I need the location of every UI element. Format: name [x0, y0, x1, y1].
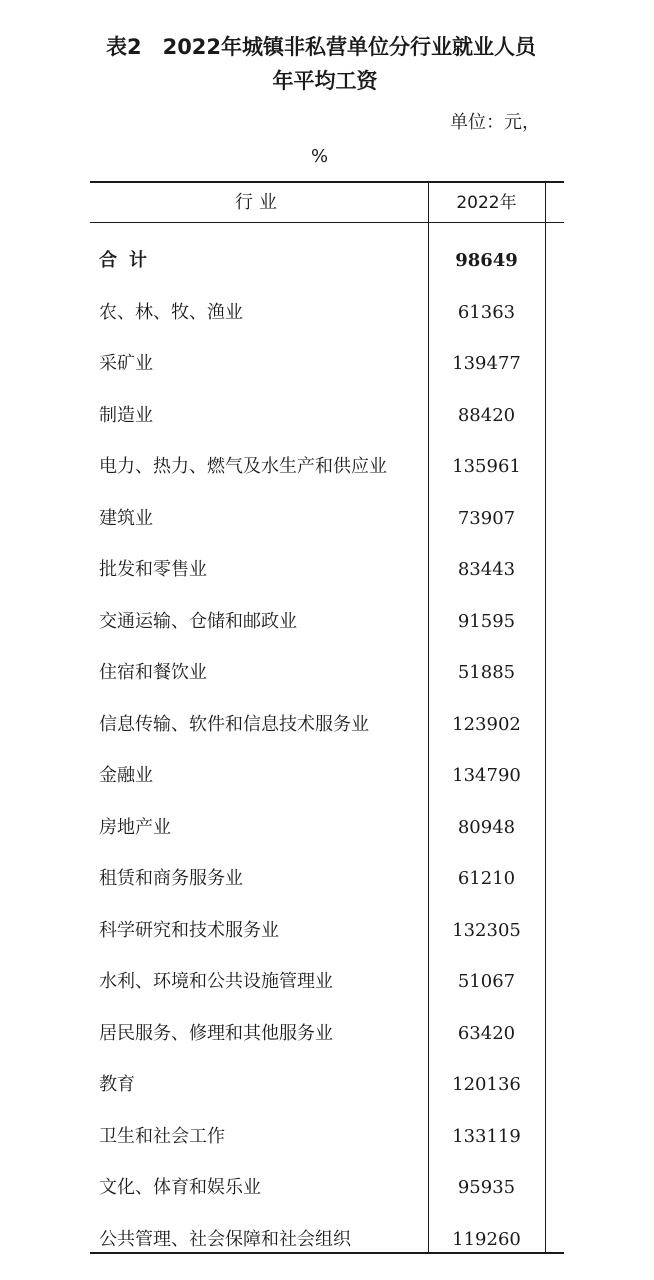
unit-label: 单位：元， [450, 112, 540, 133]
table-row [90, 853, 564, 905]
table-row [90, 544, 564, 596]
header-year: 2022年 [456, 193, 517, 213]
industry-name: 水利、环境和公共设施管理业 [99, 971, 333, 992]
table-header [90, 183, 564, 223]
industry-name: 制造业 [99, 404, 153, 426]
industry-name: 信息传输、软件和信息技术服务业 [99, 713, 369, 735]
wage-value: 61363 [457, 301, 516, 323]
industry-name: 科学研究和技术服务业 [99, 919, 279, 941]
industry-name: 居民服务、修理和其他服务业 [99, 1022, 333, 1044]
wage-value: 73907 [457, 507, 516, 529]
industry-name: 教育 [99, 1074, 135, 1095]
table-body [90, 235, 564, 1265]
industry-name: 合计 [99, 250, 159, 271]
table-row [90, 956, 564, 1008]
wage-value: 123902 [452, 713, 521, 735]
wage-value: 80948 [457, 816, 516, 838]
table-row [90, 1059, 564, 1111]
wage-value: 133119 [452, 1125, 521, 1147]
wage-value: 61210 [457, 868, 516, 889]
wage-value: 51067 [457, 971, 516, 992]
wage-value: 98649 [455, 250, 518, 271]
industry-name: 农、林、牧、渔业 [99, 301, 243, 323]
table-row [90, 802, 564, 854]
wage-value: 83443 [457, 559, 516, 580]
wage-value: 119260 [452, 1228, 521, 1250]
industry-name: 采矿业 [99, 353, 153, 374]
industry-name: 电力、热力、燃气及水生产和供应业 [99, 456, 387, 477]
table-row-total [90, 235, 564, 287]
industry-name: 建筑业 [99, 507, 153, 529]
wage-value: 120136 [452, 1074, 521, 1095]
table-row [90, 1111, 564, 1163]
industry-name: 公共管理、社会保障和社会组织 [99, 1228, 351, 1250]
industry-name: 批发和零售业 [99, 559, 207, 580]
industry-name: 交通运输、仓储和邮政业 [99, 610, 297, 632]
industry-name: 住宿和餐饮业 [99, 662, 207, 683]
table-row [90, 905, 564, 957]
wage-value: 88420 [457, 404, 516, 426]
industry-name: 卫生和社会工作 [99, 1125, 225, 1147]
wage-value: 95935 [457, 1177, 516, 1198]
table-row [90, 493, 564, 545]
table-row [90, 699, 564, 751]
table-row [90, 750, 564, 802]
table-row [90, 287, 564, 339]
table-title-line-2: 年平均工资 [272, 69, 378, 93]
wage-value: 91595 [457, 610, 516, 632]
wage-value: 63420 [457, 1022, 516, 1044]
table-row [90, 596, 564, 648]
table-row [90, 1214, 564, 1266]
table-row [90, 1008, 564, 1060]
percent-label: % [311, 146, 329, 167]
table-row [90, 647, 564, 699]
industry-name: 金融业 [99, 765, 153, 786]
wage-value: 134790 [452, 765, 521, 786]
wage-table [90, 181, 564, 1254]
wage-value: 135961 [452, 456, 521, 477]
industry-name: 租赁和商务服务业 [99, 868, 243, 889]
wage-value: 132305 [452, 919, 521, 941]
table-title-line-1: 表2 2022年城镇非私营单位分行业就业人员 [105, 35, 537, 59]
wage-value: 51885 [457, 662, 516, 683]
header-industry: 行业 [235, 192, 283, 213]
table-row [90, 338, 564, 390]
table-row [90, 390, 564, 442]
wage-value: 139477 [452, 353, 521, 374]
table-row [90, 441, 564, 493]
table-row [90, 1162, 564, 1214]
industry-name: 房地产业 [99, 816, 171, 838]
industry-name: 文化、体育和娱乐业 [99, 1177, 261, 1198]
